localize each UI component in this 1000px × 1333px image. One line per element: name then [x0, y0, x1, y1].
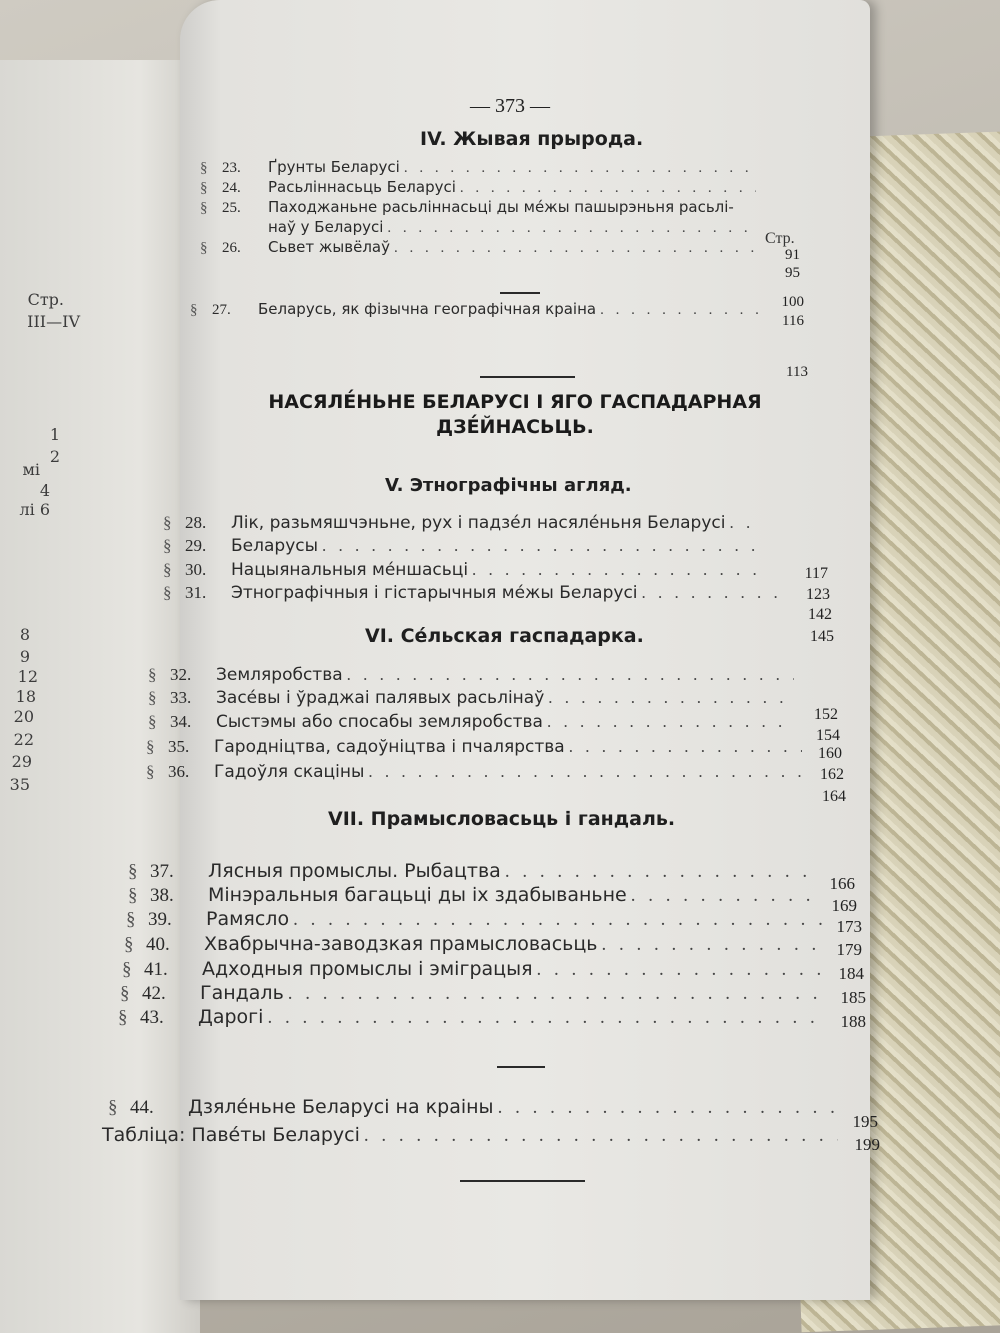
section-sign: §: [200, 180, 208, 196]
leader-dots: [347, 665, 794, 685]
toc-entry: [200, 158, 760, 177]
section-sign: §: [163, 536, 172, 555]
toc-entry: [128, 860, 818, 883]
toc-entry: [148, 712, 798, 732]
leader-dots: [288, 983, 826, 1005]
left-fragment: 8: [19, 625, 30, 644]
entry-number: 33.: [170, 688, 192, 707]
toc-entry: [126, 908, 826, 931]
entry-title: Табліца: Паве́ты Беларусі: [102, 1124, 360, 1146]
section-sign: §: [200, 160, 208, 176]
toc-entry: [146, 762, 806, 782]
entry-title: Беларусь, як фізычна географічная краіна: [258, 300, 597, 318]
section-sign: §: [200, 200, 208, 216]
toc-entry: [108, 1096, 838, 1119]
page-number: 179: [836, 940, 862, 959]
left-fragment: 2: [49, 447, 60, 466]
page-number: 162: [820, 766, 844, 783]
toc-entry: [148, 665, 798, 685]
entry-title: Этнографічныя і гістарычныя ме́жы Беларусі: [231, 583, 638, 603]
page-number: 95: [785, 265, 800, 281]
section-sign: §: [148, 688, 157, 707]
section-sign: §: [124, 934, 134, 955]
page-number: 195: [852, 1112, 878, 1131]
short-divider: [497, 1066, 545, 1068]
entry-title: Лік, разьмяшчэньне, рух і падзе́л насяле́ньня Беларусі: [231, 513, 726, 533]
leader-dots: [267, 1007, 824, 1029]
entry-number: 37.: [150, 861, 174, 882]
leader-dots: [569, 737, 802, 757]
section-iv-title: IV. Жывая прырода.: [420, 128, 644, 150]
page-number: 142: [808, 606, 832, 623]
leader-dots: [364, 1125, 838, 1147]
toc-entry: [146, 737, 806, 757]
leader-dots: [729, 513, 759, 533]
part-title: НАСЯЛЕ́НЬНЕ БЕЛАРУСІ І ЯГО ГАСПАДАРНАЯ ДЗЕ́ЙНАСЬЦЬ.: [268, 391, 762, 438]
page-number: 116: [782, 313, 804, 329]
entry-title: Гандаль: [200, 982, 284, 1004]
entry-number: 31.: [185, 583, 207, 602]
entry-number: 41.: [144, 959, 168, 980]
entry-number: 36.: [168, 762, 190, 781]
left-fragment: 29: [11, 752, 32, 771]
entry-number: 30.: [185, 560, 207, 579]
entry-number: 44.: [130, 1097, 154, 1118]
short-divider: [500, 292, 540, 294]
left-fragment: 18: [15, 687, 36, 706]
page-number: 145: [810, 628, 834, 645]
section-vii-title: VII. Прамысловасьць і гандаль.: [328, 808, 676, 830]
entry-title: Дарогі: [198, 1006, 264, 1028]
leader-dots: [460, 180, 756, 197]
leader-dots: [537, 959, 823, 981]
page-number: 185: [840, 988, 866, 1007]
section-sign: §: [190, 302, 198, 318]
toc-entry: [148, 688, 798, 708]
leader-dots: [368, 762, 802, 782]
leader-dots: [548, 688, 794, 708]
section-sign: §: [163, 513, 172, 532]
left-str-label: Стр.: [27, 290, 64, 309]
page-number: 199: [854, 1135, 880, 1154]
toc-entry: [200, 238, 760, 257]
section-vi-title: VI. Се́льская гаспадарка.: [365, 625, 644, 647]
page-number: 117: [804, 565, 828, 582]
entry-title: Гадоўля скаціны: [214, 762, 365, 782]
page-number: 100: [781, 294, 804, 310]
entry-number: 35.: [168, 737, 190, 756]
leader-dots: [505, 861, 814, 883]
toc-entry: [163, 583, 783, 603]
entry-number: 43.: [140, 1007, 164, 1028]
toc-entry: [163, 560, 763, 580]
entry-number: 38.: [150, 885, 174, 906]
entry-number: 28.: [185, 513, 207, 532]
toc-entry: [200, 178, 760, 197]
section-sign: §: [148, 712, 157, 731]
toc-entry: [102, 1124, 842, 1147]
entry-title: Паходжаньне расьліннасьці ды ме́жы пашырэньня расьлі-: [268, 198, 734, 216]
section-sign: §: [146, 737, 155, 756]
entry-title: Хвабрычна-заводзкая прамысловасьць: [204, 933, 598, 955]
page-number: 154: [816, 727, 840, 744]
leader-dots: [293, 909, 822, 931]
section-sign: §: [120, 983, 130, 1004]
leader-dots: [322, 536, 759, 556]
entry-number: 27.: [212, 302, 231, 318]
section-sign: §: [163, 583, 172, 602]
section-divider: [480, 376, 575, 378]
toc-entry: [190, 300, 765, 319]
entry-title: Земляробства: [216, 665, 343, 685]
left-fragment: 35: [9, 775, 30, 794]
entry-number: 39.: [148, 909, 172, 930]
entry-number: 25.: [222, 200, 241, 216]
page-column-label: Стр.: [765, 230, 795, 247]
left-fragment: мі: [22, 460, 40, 479]
entry-title: Ґрунты Беларусі: [268, 158, 400, 176]
entry-number: 26.: [222, 240, 241, 256]
leader-dots: [404, 160, 756, 177]
entry-title: Сьвет жывёлаў: [268, 238, 390, 256]
toc-entry: [118, 1006, 828, 1029]
page-number: 173: [836, 917, 862, 936]
section-sign: §: [122, 959, 132, 980]
page-number: 166: [829, 874, 855, 893]
section-sign: §: [128, 885, 138, 906]
section-sign: §: [118, 1007, 128, 1028]
entry-number: 40.: [146, 934, 170, 955]
page-number: 152: [814, 706, 838, 723]
left-fragment: лі 6: [19, 500, 50, 519]
entry-title: Лясныя промыслы. Рыбацтва: [208, 860, 501, 882]
entry-number: 42.: [142, 983, 166, 1004]
section-sign: §: [148, 665, 157, 684]
toc-entry: [200, 198, 800, 217]
entry-title: Расьліннасьць Беларусі: [268, 178, 456, 196]
entry-title: Сыстэмы або спосабы земляробства: [216, 712, 543, 732]
left-fragment: 12: [17, 667, 38, 686]
page-number: 113: [786, 364, 808, 380]
entry-number: 32.: [170, 665, 192, 684]
section-sign: §: [108, 1097, 118, 1118]
page-number: 91: [785, 247, 800, 263]
page-header: — 373 —: [470, 95, 550, 117]
left-fragment: 22: [13, 730, 34, 749]
left-fragment: 9: [19, 647, 30, 666]
entry-number: 34.: [170, 712, 192, 731]
end-divider: [460, 1180, 585, 1182]
entry-title: Адходныя промыслы і эміграцыя: [202, 958, 533, 980]
entry-number: 23.: [222, 160, 241, 176]
section-sign: §: [200, 240, 208, 256]
leader-dots: [600, 302, 761, 319]
entry-number: 24.: [222, 180, 241, 196]
leader-dots: [547, 712, 794, 732]
toc-entry: [163, 513, 763, 533]
page-number: 188: [840, 1012, 866, 1031]
leader-dots: [472, 560, 759, 580]
section-sign: §: [163, 560, 172, 579]
leader-dots: [394, 240, 756, 257]
toc-entry: [163, 536, 763, 556]
section-v-title: V. Этнографічны агляд.: [385, 475, 632, 496]
leader-dots: [387, 220, 756, 237]
entry-title: Беларусы: [231, 536, 319, 556]
left-fragment: 1: [49, 425, 60, 444]
entry-title: Гароднiцтва, садоўніцтва і пчалярства: [214, 737, 565, 757]
page-number: 169: [831, 896, 857, 915]
toc-entry: [122, 958, 827, 981]
entry-title: Рамясло: [206, 908, 290, 930]
section-sign: §: [126, 909, 136, 930]
toc-entry: [124, 933, 824, 956]
toc-entry-continuation: [200, 218, 760, 237]
section-sign: §: [146, 762, 155, 781]
leader-dots: [498, 1097, 834, 1119]
section-sign: §: [128, 861, 138, 882]
page-number: 184: [838, 964, 864, 983]
entry-title: Мінэральныя багацьці ды іх здабываньне: [208, 884, 627, 906]
entry-title: Засе́вы і ўраджаі палявых расьлінаў: [216, 688, 545, 708]
toc-entry: [120, 982, 830, 1005]
entry-title: наў у Беларусі: [268, 218, 384, 236]
left-fragment: III—IV: [27, 312, 80, 331]
page-number: 160: [818, 745, 842, 762]
left-fragment: 4: [39, 481, 50, 500]
page-number: 164: [822, 788, 846, 805]
leader-dots: [601, 934, 820, 956]
entry-title: Дзяле́ньне Беларусі на краіны: [188, 1096, 494, 1118]
toc-entry: [128, 884, 818, 907]
page-number: 123: [806, 586, 830, 603]
entry-number: 29.: [185, 536, 207, 555]
leader-dots: [631, 885, 814, 907]
entry-title: Нацыянальныя ме́ншасьці: [231, 560, 469, 580]
left-fragment: 20: [13, 707, 34, 726]
leader-dots: [642, 583, 779, 603]
